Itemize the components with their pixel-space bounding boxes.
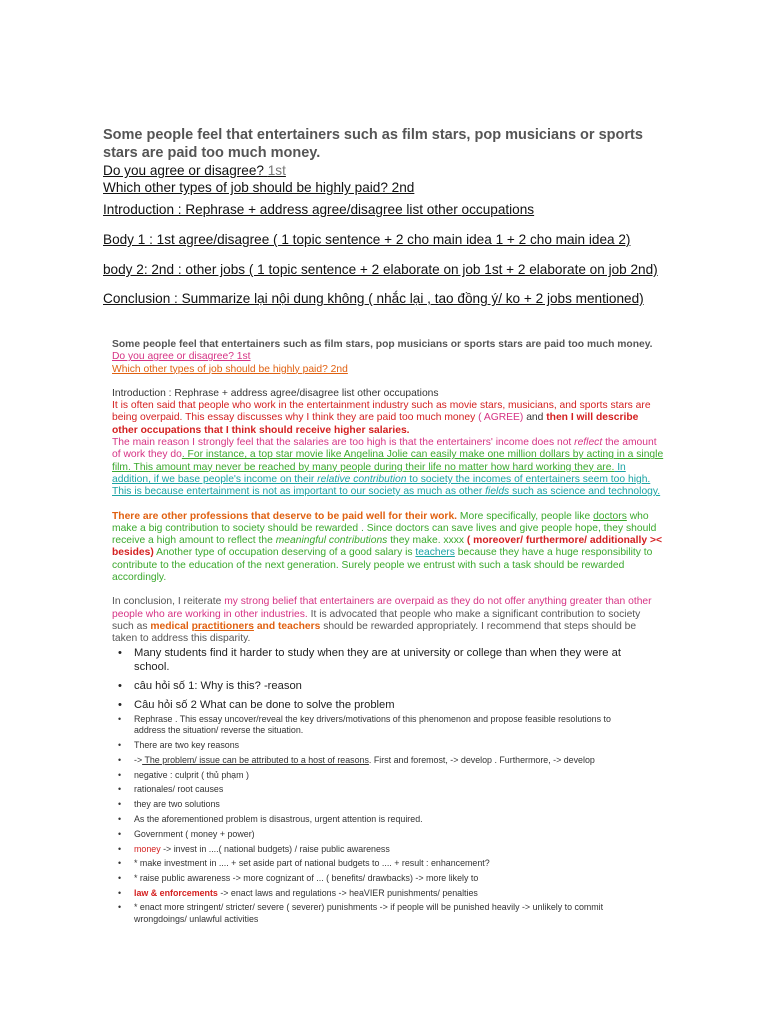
- b1-addition-end: to society the incomes of entertainers seem too high. This is because entertainment is not as important to our society as much as other: [112, 473, 651, 498]
- intro-agree: ( AGREE): [475, 412, 527, 424]
- plan-conclusion: Conclusion : Summarize lại nội dung không ( nhắc lại , tao đồng ý/ ko + 2 jobs mentioned): [103, 291, 644, 306]
- c-a: In conclusion, I reiterate: [112, 596, 225, 608]
- task-bullets: [118, 646, 638, 712]
- essay-block: [112, 339, 664, 646]
- list-item: • Government ( money + power): [118, 827, 638, 842]
- list-item: • Many students find it harder to study when they are at university or college than when they were at school.: [118, 646, 638, 674]
- plan-intro: Introduction : Rephrase + address agree/disagree list other occupations: [103, 202, 535, 217]
- intro-and: and: [526, 412, 547, 424]
- list-item: • As the aforementioned problem is disastrous, urgent attention is required.: [118, 812, 638, 827]
- prompt-q1-tag: [264, 163, 286, 178]
- b1-relative: relative contribution: [317, 473, 407, 485]
- list-item: [118, 842, 638, 857]
- list-item: • There are two key reasons: [118, 738, 638, 753]
- intro-thesis: then I will describe other occupations that I think should receive higher salaries.: [112, 412, 639, 436]
- list-item: • câu hỏi số 1: Why is this? -reason: [118, 679, 638, 693]
- b2-b: who make a big contribution to society should be rewarded . Since doctors can save lives and give people hope, they should receive a high amount to reflect the: [112, 510, 657, 547]
- essay-question: Some people feel that entertainers such as film stars, pop musicians or sports stars are paid too much money.: [112, 339, 653, 350]
- list-item: • * enact more stringent/ stricter/ severe ( severer) punishments -> if people will be punished heavily -> unlikely to commit wrongdoings/ unlawful activities: [118, 901, 638, 927]
- b1-fields: fields: [485, 486, 510, 498]
- prompt-q1-text: Do you agree or disagree?: [103, 163, 264, 178]
- prompt-q2: Which other types of job should be highly paid? 2nd: [103, 180, 415, 195]
- prompt-question: Some people feel that entertainers such as film stars, pop musicians or sports stars are paid too much money.: [103, 127, 643, 161]
- essay-conclusion: [112, 596, 664, 645]
- b2-d: Another type of occupation deserving of a good salary is: [153, 547, 416, 559]
- money-label: money: [134, 843, 161, 854]
- essay-body1: [112, 437, 664, 498]
- list-item: • Rephrase . This essay uncover/reveal the key drivers/motivations of this phenomenon and propose feasible resolutions to address the situation/ reverse the situation.: [118, 712, 638, 738]
- c-teachers: and teachers: [253, 620, 321, 632]
- b1-topic: The main reason I strongly feel that the salaries are too high is that the entertainers' income does not: [112, 437, 575, 449]
- prompt-q1-tag-text: 1st: [267, 163, 286, 178]
- essay-q1: Do you agree or disagree? 1st: [112, 351, 251, 363]
- essay-body2: [112, 511, 664, 585]
- b1-final: such as science and technology.: [509, 486, 661, 498]
- b2-meaningful: meaningful contributions: [275, 535, 388, 547]
- arrow-text: ->: [134, 754, 143, 765]
- list-item: • * make investment in .... + set aside part of national budgets to .... + result : enhancement?: [118, 856, 638, 871]
- c-practitioners: practitioners: [191, 620, 254, 632]
- develop-text: . First and foremost, -> develop . Furthermore, -> develop: [368, 754, 595, 765]
- prompt-block: [103, 126, 663, 306]
- c-g: should be rewarded appropriately. I recommend that steps should be taken to address this disparity.: [112, 620, 637, 645]
- plan-body2: body 2: 2nd : other jobs ( 1 topic sentence + 2 elaborate on job 1st + 2 elaborate on job 2nd): [103, 262, 658, 277]
- essay-q2: Which other types of job should be highly paid? 2nd: [112, 363, 348, 375]
- b2-e: because they have a huge responsibility to contribute to the education of the next generation. Surely people we entrust with such a task should be rewarded accordingly.: [112, 547, 653, 584]
- c-medical: medical: [150, 620, 192, 632]
- list-item: • rationales/ root causes: [118, 782, 638, 797]
- b2-teachers: teachers: [415, 547, 455, 559]
- list-item: • negative : culprit ( thủ phạm ): [118, 768, 638, 783]
- b1-topic-end: the amount of work they do: [112, 437, 657, 461]
- plan-body1: Body 1 : 1st agree/disagree ( 1 topic sentence + 2 cho main idea 1 + 2 cho main idea 2): [103, 232, 631, 247]
- b2-topic: There are other professions that deserve to be paid well for their work.: [112, 510, 458, 522]
- law-label: law & enforcements: [134, 887, 218, 898]
- problem-phrase: The problem/ issue can be attributed to a host of reasons: [142, 754, 369, 765]
- b2-connectors: ( moreover/ furthermore/ additionally >< besides): [112, 535, 662, 559]
- b1-example: . For instance, a top star movie like Angelina Jolie can easily make one million dollars by acting in a single film. This amount may never be reached by many people during their life no matter how hard working they are.: [112, 449, 664, 473]
- money-text: -> invest in ....( national budgets) / raise public awareness: [160, 843, 390, 854]
- essay-intro-label: Introduction : Rephrase + address agree/disagree list other occupations: [112, 387, 439, 399]
- list-item: [118, 753, 638, 768]
- list-item: • * raise public awareness -> more cognizant of ... ( benefits/ drawbacks) -> more likely to: [118, 871, 638, 886]
- b2-c: they make. xxxx: [387, 535, 467, 547]
- b1-reflect: reflect: [574, 437, 603, 449]
- c-belief: my strong belief that entertainers are overpaid as they do not offer anything greater than other people who are working in other industries.: [112, 596, 652, 620]
- essay-introduction: [112, 400, 664, 437]
- list-item: • they are two solutions: [118, 797, 638, 812]
- intro-text: It is often said that people who work in the entertainment industry such as movie stars, musicians, and sports stars are being overpaid. This essay discusses why I think they are paid too much money: [112, 400, 651, 424]
- law-text: -> enact laws and regulations -> heaVIER punishments/ penalties: [217, 887, 478, 898]
- list-item: [118, 886, 638, 901]
- list-item: • Câu hỏi số 2 What can be done to solve the problem: [118, 698, 638, 712]
- prompt-q1: [103, 162, 663, 179]
- b1-addition: In addition, if we base people's income on their: [112, 461, 626, 485]
- b2-a: More specifically, people like: [457, 510, 594, 522]
- notes-bullets: [118, 712, 638, 927]
- c-c: It is advocated that people who make a significant contribution to society such as: [112, 608, 641, 632]
- b2-doctors: doctors: [593, 510, 627, 522]
